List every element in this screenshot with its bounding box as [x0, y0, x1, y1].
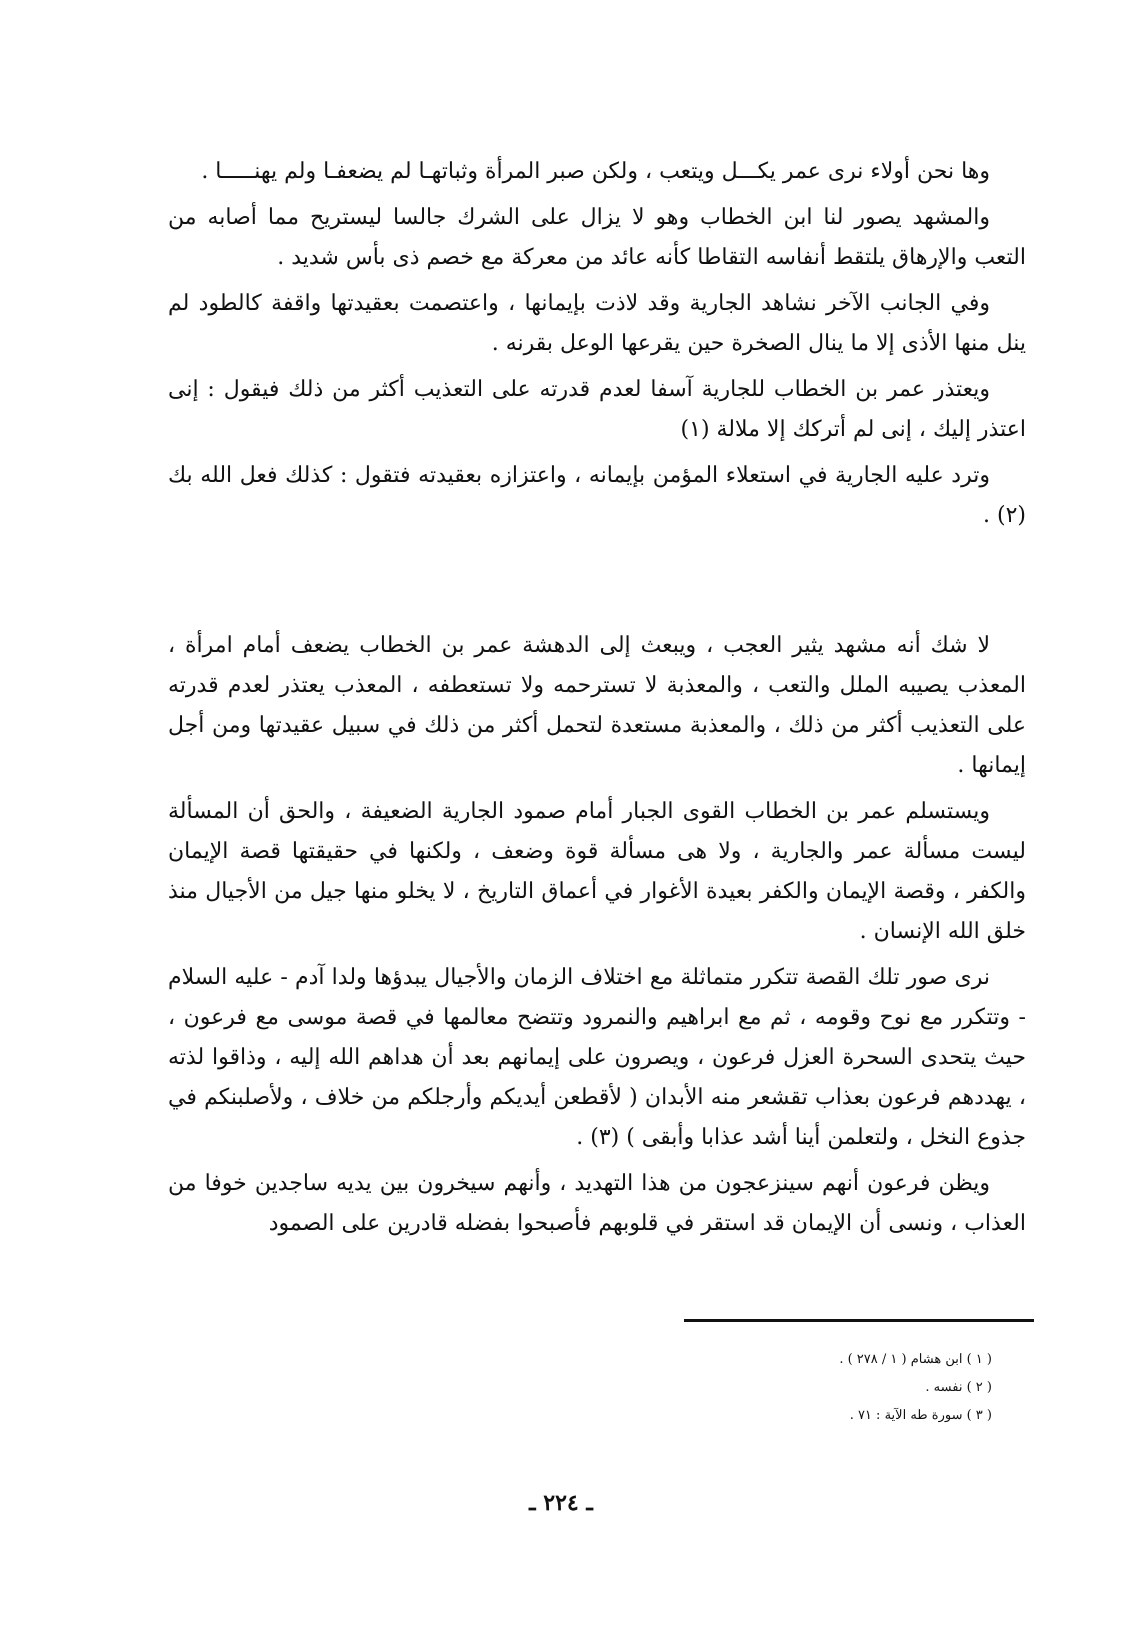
paragraph: ويعتذر عمر بن الخطاب للجارية آسفا لعدم قدرته على التعذيب أكثر من ذلك فيقول : إنى اعتذر إليك ، إنى لم أتركك إلا ملالة (١) [168, 377, 1026, 442]
paragraph: وفي الجانب الآخر نشاهد الجارية وقد لاذت بإيمانها ، واعتصمت بعقيدتها واقفة كالطود لم ينل منها الأذى إلا ما ينال الصخرة حين يقرعها الوعل بقرنه . [168, 291, 1026, 356]
text-section-2 [168, 626, 1026, 1250]
paragraph: وها نحن أولاء نرى عمر يكـــل ويتعب ، ولكن صبر المرأة وثباتهـا لم يضعفـا ولم يهنـــــا . [201, 159, 990, 184]
footnote-separator [684, 1319, 1034, 1322]
footnote: ( ١ ) ابن هشام ( ١ / ٢٧٨ ) . [839, 1352, 992, 1367]
paragraph: ويظن فرعون أنهم سينزعجون من هذا التهديد ، وأنهم سيخرون بين يديه ساجدين خوفا من العذاب ، ونسى أن الإيمان قد استقر في قلوبهم فأصبحوا بفضله قادرين على الصمود [168, 1171, 1026, 1236]
footnote: ( ٣ ) سورة طه الآية : ٧١ . [849, 1408, 992, 1423]
paragraph: نرى صور تلك القصة تتكرر متماثلة مع اختلاف الزمان والأجيال يبدؤها ولدا آدم - عليه السلام - وتتكرر مع نوح وقومه ، ثم مع ابراهيم والنمرود وتتضح معالمها في قصة موسى مع فرعون ، حيث يتحدى السحرة العزل فرعون ، ويصرون على إيمانهم بعد أن هداهم الله إليه ، وذاقوا لذته ، يهددهم فرعون بعذاب تقشعر منه الأبدان ( لأقطعن أيديكم وأرجلكم من خلاف ، ولأصلبنكم في جذوع النخل ، ولتعلمن أينا أشد عذابا وأبقى ) (٣) . [168, 965, 1026, 1150]
paragraph: لا شك أنه مشهد يثير العجب ، ويبعث إلى الدهشة عمر بن الخطاب يضعف أمام امرأة ، المعذب يصيبه الملل والتعب ، والمعذبة لا تسترحمه ولا تستعطفه ، المعذب يعتذر لعدم قدرته على التعذيب أكثر من ذلك ، والمعذبة مستعدة لتحمل أكثر من ذلك في سبيل عقيدتها ومن أجل إيمانها . [168, 633, 1026, 778]
footnotes [684, 1346, 992, 1430]
page-number: ـ ٢٢٤ ـ [529, 1490, 593, 1516]
footnote: ( ٢ ) نفسه . [925, 1380, 992, 1395]
paragraph: وترد عليه الجارية في استعلاء المؤمن بإيمانه ، واعتزازه بعقيدته فتقول : كذلك فعل الله بك (٢) . [168, 463, 1026, 528]
text-section-1 [168, 152, 1026, 542]
paragraph: والمشهد يصور لنا ابن الخطاب وهو لا يزال على الشرك جالسا ليستريح مما أصابه من التعب والإرهاق يلتقط أنفاسه التقاطا كأنه عائد من معركة مع خصم ذى بأس شديد . [168, 205, 1026, 270]
paragraph: ويستسلم عمر بن الخطاب القوى الجبار أمام صمود الجارية الضعيفة ، والحق أن المسألة ليست مسألة عمر والجارية ، ولا هى مسألة قوة وضعف ، ولكنها في حقيقتها قصة الإيمان والكفر ، وقصة الإيمان والكفر بعيدة الأغوار في أعماق التاريخ ، لا يخلو منها جيل من الأجيال منذ خلق الله الإنسان . [168, 799, 1026, 944]
